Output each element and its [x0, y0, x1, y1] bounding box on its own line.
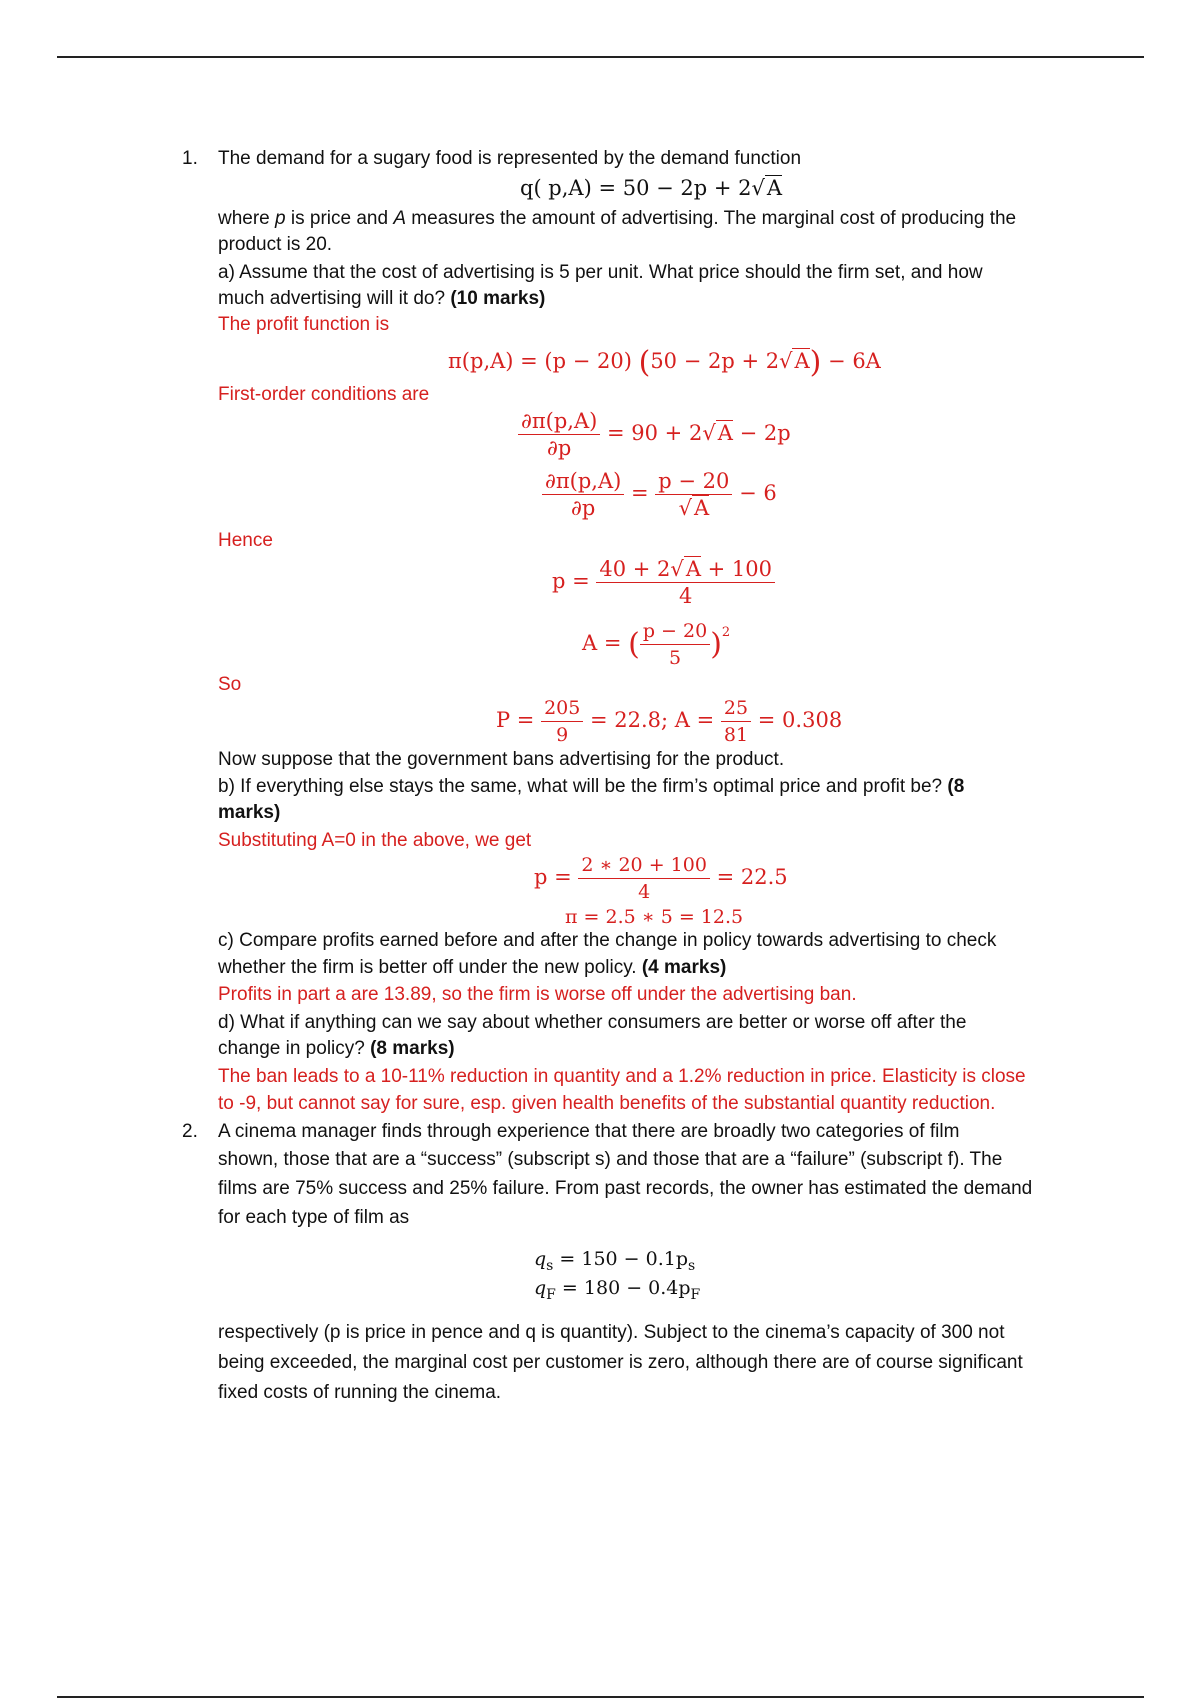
ban-profit-equation: π = 2.5 ∗ 5 = 12.5 [565, 906, 744, 928]
marks: (8 marks) [370, 1038, 455, 1059]
marks: (4 marks) [641, 957, 727, 978]
answer-text: So [218, 674, 242, 695]
question-text: The demand for a sugary food is represented by the demand function [218, 148, 802, 169]
equation-lhs: q( p,A) = 50 − 2p + 2 [520, 176, 752, 200]
top-rule [57, 56, 1144, 58]
demand-equation: q( p,A) = 50 − 2p + 2√A [520, 176, 783, 200]
part-b-question: b) If everything else stays the same, what will be the firm’s optimal price and profit be? (8 [218, 776, 965, 797]
answer-text: to -9, but cannot say for sure, esp. given health benefits of the substantial quantity reduction. [218, 1093, 996, 1114]
part-a-question: a) Assume that the cost of advertising is 5 per unit. What price should the firm set, and how [218, 262, 983, 283]
advertising-equation: A = ( $\frac{p - 20}{5}$ )$^2$ [582, 620, 731, 669]
part-d-question: d) What if anything can we say about whether consumers are better or worse off after the [218, 1012, 967, 1033]
question-text: product is 20. [218, 234, 333, 255]
question-text: shown, those that are a “success” (subscript s) and those that are a “failure” (subscript f). The [218, 1149, 1003, 1170]
question-text: Now suppose that the government bans advertising for the product. [218, 749, 785, 770]
question-number: 1. [182, 148, 198, 169]
failure-demand-equation: $q_F = 180 - 0.4p_F$ [534, 1277, 701, 1303]
price-equation: p = $\frac{40 + 2√A + 100}{4}$ [552, 556, 775, 609]
equation-radicand: A [766, 176, 783, 200]
question-text: films are 75% success and 25% failure. From past records, the owner has estimated the demand [218, 1178, 1033, 1199]
success-demand-equation: $q_s = 150 - 0.1p_s$ [534, 1248, 696, 1274]
answer-text: Profits in part a are 13.89, so the firm is worse off under the advertising ban. [218, 984, 857, 1005]
bottom-rule [57, 1696, 1144, 1698]
ban-price-equation: p = $\frac{2 ∗ 20 + 100}{4}$ = 22.5 [534, 854, 788, 903]
part-d-question: change in policy? (8 marks) [218, 1038, 455, 1059]
question-text: A cinema manager finds through experience that there are broadly two categories of film [218, 1121, 960, 1142]
answer-text: The profit function is [218, 314, 390, 335]
foc-equation-2: $\frac{\partial\pi(p,A)}{\partial p}$ = $\frac{p - 20}{√A}$ − 6 [542, 468, 777, 521]
answer-text: First-order conditions are [218, 384, 430, 405]
part-c-question: whether the firm is better off under the new policy. (4 marks) [218, 957, 727, 978]
marks: marks) [218, 802, 281, 823]
foc-equation-1: $\frac{\partial\pi(p,A)}{\partial p}$ = 90 + 2√A − 2p [518, 408, 791, 461]
marks: (8 [947, 776, 965, 797]
question-text: being exceeded, the marginal cost per customer is zero, although there are of course significant [218, 1352, 1023, 1373]
part-a-question: much advertising will it do? (10 marks) [218, 288, 546, 309]
solution-equation: P = $\frac{205}{9}$ = 22.8; A = $\frac{25}{81}$ = 0.308 [496, 697, 843, 746]
question-number: 2. [182, 1121, 198, 1142]
marks: (10 marks) [450, 288, 546, 309]
part-c-question: c) Compare profits earned before and after the change in policy towards advertising to check [218, 930, 997, 951]
question-text: respectively (p is price in pence and q is quantity). Subject to the cinema’s capacity of 300 not [218, 1322, 1005, 1343]
question-text: where p is price and A measures the amount of advertising. The marginal cost of producing the [218, 208, 1017, 229]
question-text: fixed costs of running the cinema. [218, 1382, 502, 1403]
answer-text: Substituting A=0 in the above, we get [218, 830, 532, 851]
profit-equation: π(p,A) = (p − 20) (50 − 2p + 2√A) − 6A [448, 345, 881, 380]
answer-text: The ban leads to a 10-11% reduction in quantity and a 1.2% reduction in price. Elasticity is close [218, 1066, 1026, 1087]
answer-text: Hence [218, 530, 273, 551]
question-text: for each type of film as [218, 1207, 410, 1228]
